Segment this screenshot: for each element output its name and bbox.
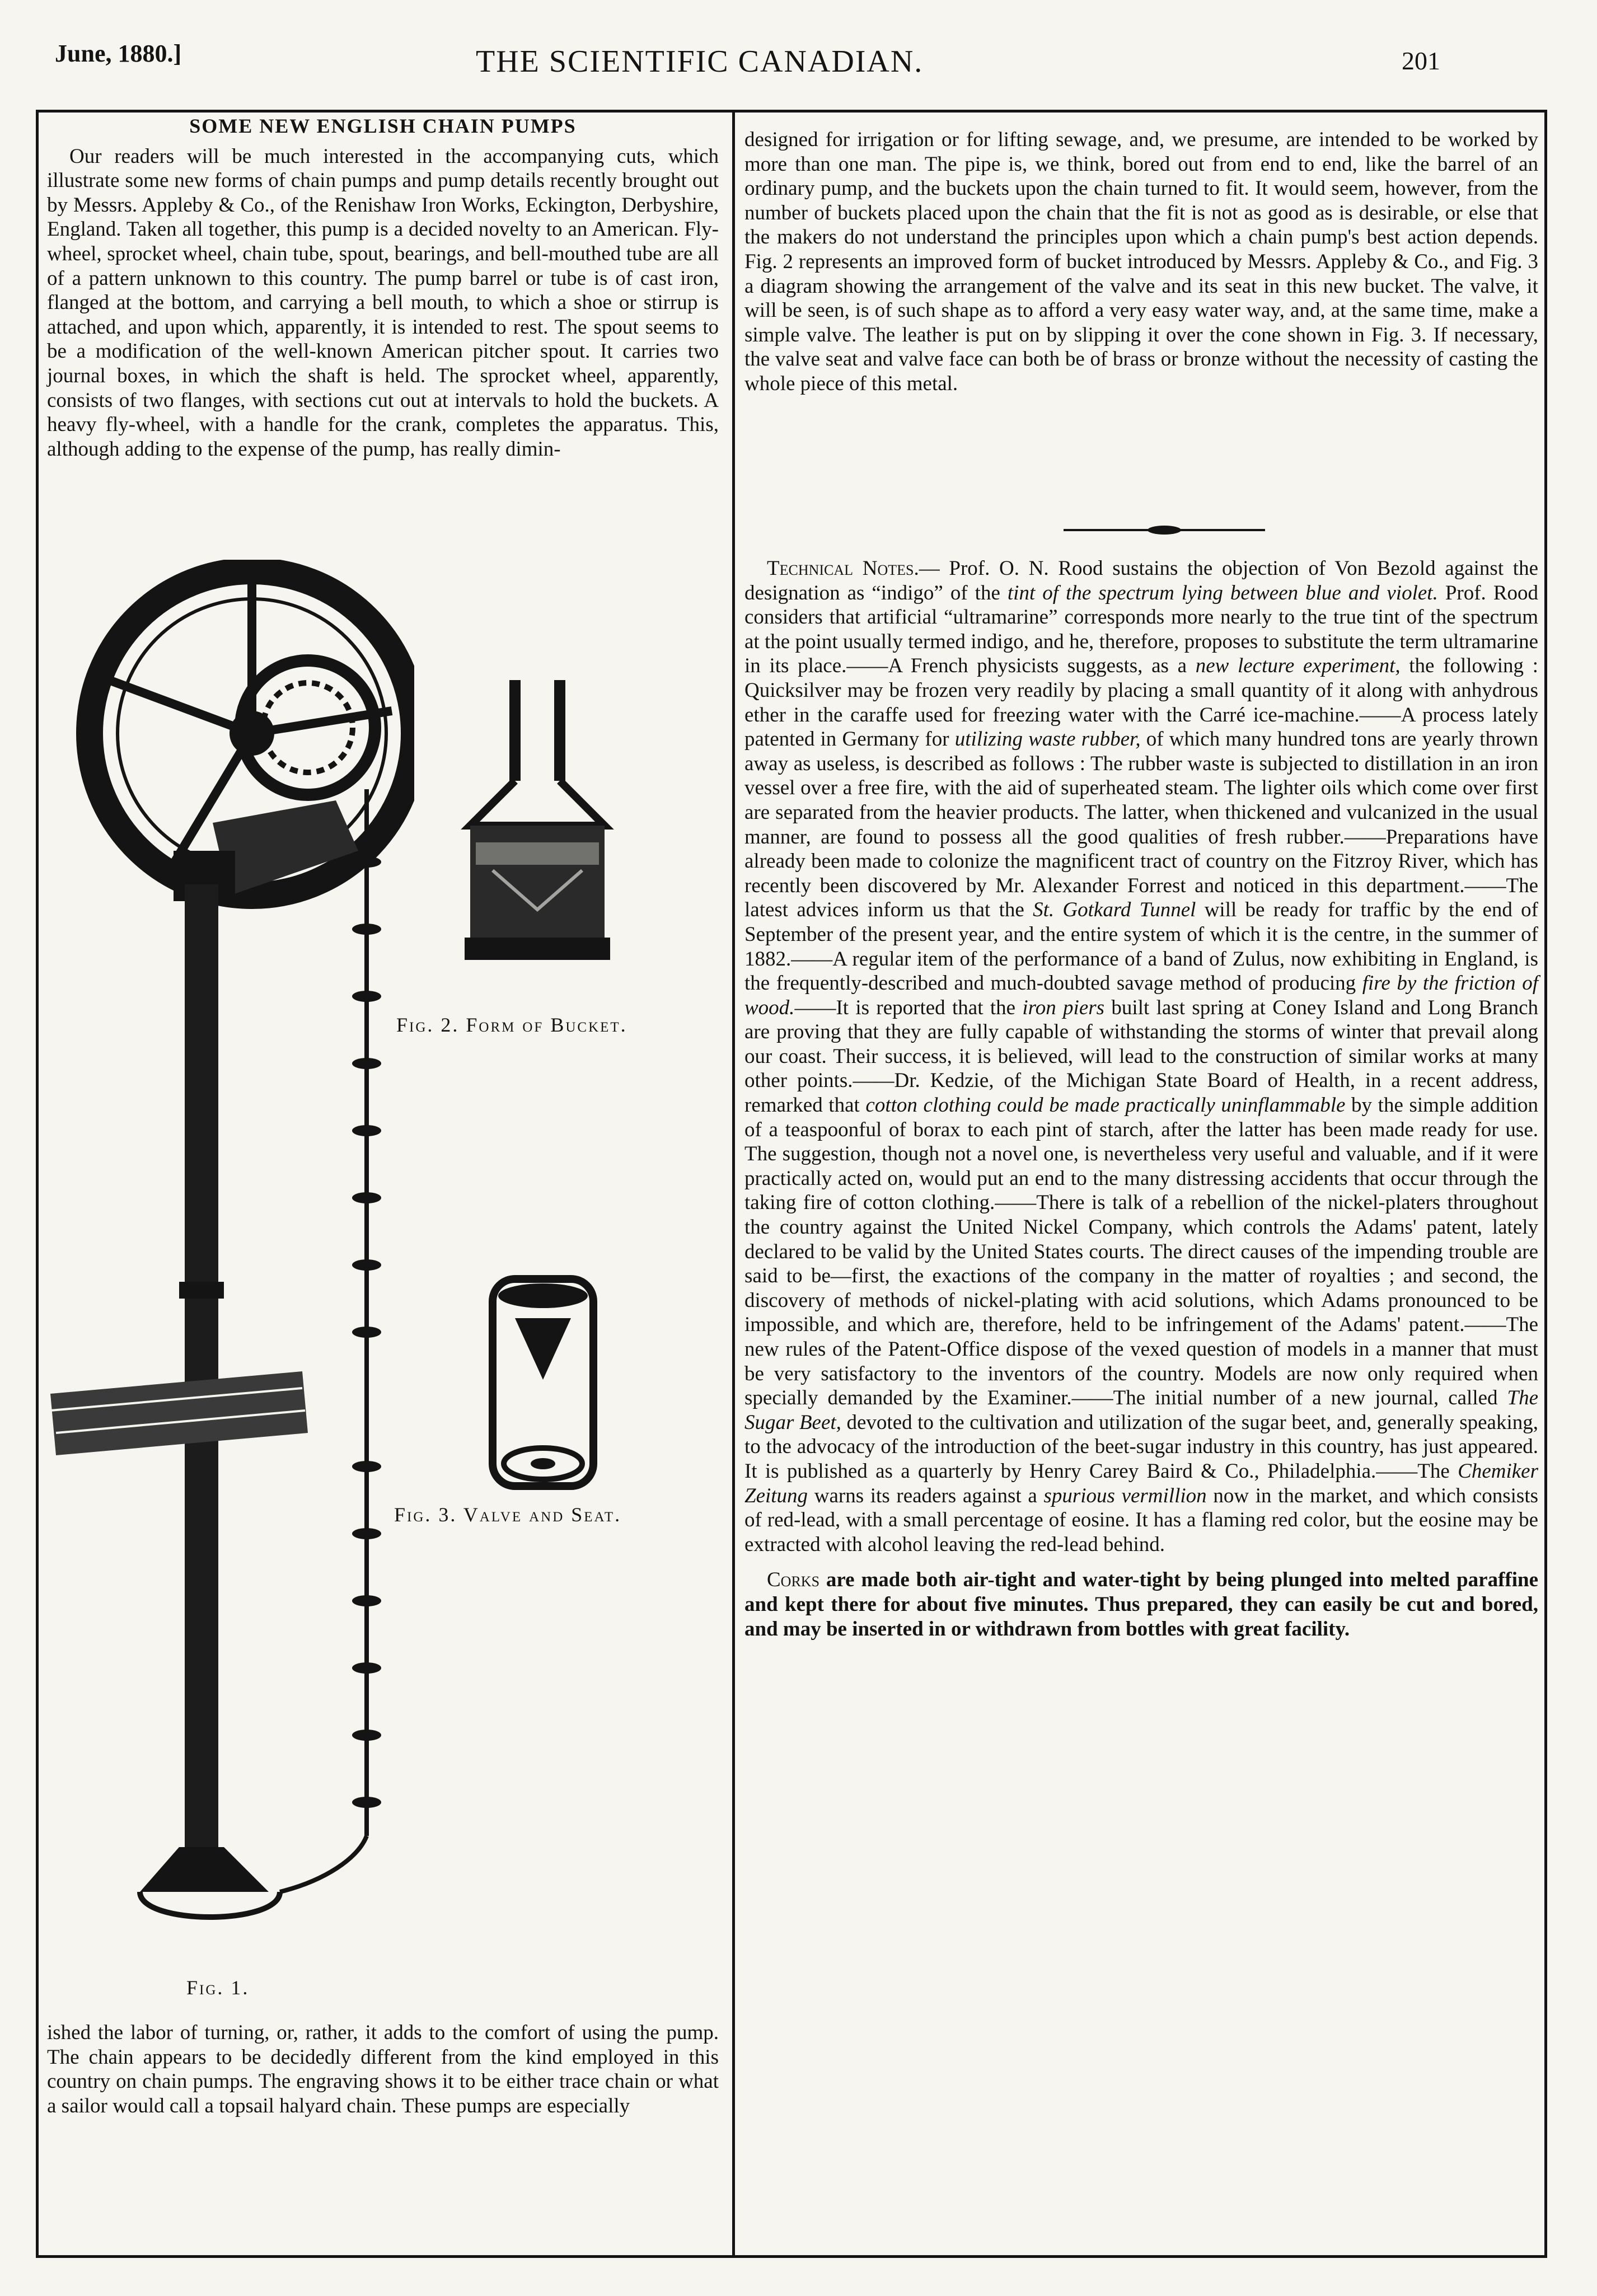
figure-3-valve-seat (487, 1273, 599, 1492)
chain-pump-illustration (45, 560, 414, 1925)
article-paragraph-3: designed for irrigation or for lifting sewage, and, we presume, are intended to be worked by more than one man. The pipe is, we think, bored out from end to end, like the barrel of an ordinary pump, and the buckets upon the chain turned to fit. It would seem, however, from the number of buckets placed upon the chain that the fit is not as good as is desirable, or else that the makers do not understand the principles upon which a chain pump's best action depends. Fig. 2 represents an improved form of bucket introduced by Messrs. Appleby & Co., and Fig. 3 a diagram showing the arrangement of the valve and its seat in this new bucket. The valve, it will be seen, is of such shape as to afford a very easy water way, and, at the same time, make a simple valve. The leather is put on by slipping it over the cone shown in Fig. 3. If necessary, the valve seat and valve face can both be of brass or bronze without the necessity of casting the whole piece of this metal. (744, 128, 1538, 395)
article-column-1-top (47, 114, 719, 461)
technical-notes-heading: Technical Notes. (767, 557, 919, 580)
article-paragraph-2: ished the labor of turning, or, rather, it adds to the comfort of using the pump. The chain appears to be decidedly different from the kind employed in this country on chain pumps. The engraving shows it to be either trace chain or what a sailor would call a topsail halyard chain. These pumps are especially (47, 2021, 719, 2117)
article-paragraph-1: Our readers will be much interested in the accompanying cuts, which illustrate some new forms of chain pumps and pump details recently brought out by Messrs. Appleby & Co., of the Renishaw Iron Works, Eckington, Derbyshire, England. Taken all together, this pump is a decided novelty to an American. Fly-wheel, sprocket wheel, chain tube, spout, bearings, and bell-mouthed tube are all of a pattern unknown to this country. The pump barrel or tube is of cast iron, flanged at the bottom, and carrying a bell mouth, to which a shoe or stirrup is attached, and upon which, apparently, it is intended to rest. The spout seems to be a modification of the well-known American pitcher spout. It carries two journal boxes, in which the shaft is held. The sprocket wheel, apparently, consists of two flanges, with sections cut out at intervals to hold the buckets. A heavy fly-wheel, with a handle for the crank, completes the apparatus. This, although adding to the expense of the pump, has really dimin- (47, 144, 719, 461)
article-title: SOME NEW ENGLISH CHAIN PUMPS (189, 115, 577, 137)
corks-paragraph: Corks are made both air-tight and water-tight by being plunged into melted paraffine and kept there for about five minutes. Thus prepared, they can easily be cut and bored, and may be inserted in or withdrawn from bottles with great facility. (744, 1568, 1538, 1641)
article-column-2 (744, 128, 1538, 396)
technical-notes-paragraph: Technical Notes.— Prof. O. N. Rood sustains the objection of Von Bezold against the designation as “indigo” of the tint of the spectrum lying between blue and violet. Prof. Rood considers that artificial “ultramarine” corresponds more nearly to the true tint of the spectrum at the point usually termed indigo, and he, therefore, proposes to substitute the term ultramarine in its place.——A French physicists suggests, as a new lecture experiment, the following : Quicksilver may be frozen very readily by placing a small quantity of it along with anhydrous ether in the caraffe used for freezing water with the Carré ice-machine.——A process lately patented in Germany for utilizing waste rubber, of which many hundred tons are yearly thrown away as useless, is described as follows : The rubber waste is subjected to distillation in an iron vessel over a free fire, with the aid of superheated steam. The lighter oils which come over first are separated from the heavier products. The latter, when thickened and vulcanized in the usual manner, are found to possess all the good qualities of fresh rubber.——Preparations have already been made to colonize the magnificent tract of country on the Fitzroy River, which has recently been discovered by Mr. Alexander Forrest and noticed in this department.——The latest advices inform us that the St. Gotkard Tunnel will be ready for traffic by the end of September of the present year, and the entire system of which it is the centre, in the summer of 1882.——A regular item of the performance of a band of Zulus, now exhibiting in England, is the frequently-described and much-doubted savage method of producing fire by the friction of wood.——It is reported that the iron piers built last spring at Coney Island and Long Branch are proving that they are fully capable of withstanding the storms of winter that prevail along our coast. Their success, it is believed, will lead to the construction of similar works at many other points.——Dr. Kedzie, of the Michigan State Board of Health, in a recent address, remarked that cotton clothing could be made practically uninflammable by the simple addition of a teaspoonful of borax to each pint of starch, after the latter has been made ready for use. The suggestion, though not a novel one, is nevertheless very useful and valuable, and if it were practically acted on, would put an end to the many distressing accidents that occur through the taking fire of cotton clothing.——There is talk of a rebellion of the nickel-platers throughout the country against the United Nickel Company, which controls the Adams' patent, lately declared to be valid by the United States courts. The direct causes of the impending trouble are said to be—first, the exactions of the company in the matter of royalties ; and second, the discovery of methods of nickel-plating with acid solutions, which Adams pronounced to be impossible, and which are, therefore, held to be infringement of the Adams' patent.——The new rules of the Patent-Office dispose of the vexed question of models in a manner that must be very satisfactory to the inventors of the country. Models are now only required when specially demanded by the Examiner.——The initial number of a new journal, called The Sugar Beet, devoted to the cultivation and utilization of the sugar beet, and, generally speaking, to the advocacy of the introduction of the beet-sugar industry in this country, has just appeared. It is published as a quarterly by Henry Carey Baird & Co., Philadelphia.——The Chemiker Zeitung warns its readers against a spurious vermillion now in the market, and which consists of red-lead, with a small percentage of eosine. It has a flaming red color, but the eosine may be extracted with alcohol leaving the red-lead behind. (744, 557, 1539, 1556)
page-number: 201 (1402, 46, 1440, 75)
bucket-illustration (453, 674, 621, 977)
section-separator (1064, 522, 1265, 538)
figure-2-caption: Fig. 2. Form of Bucket. (396, 1014, 627, 1036)
figure-2-bucket (453, 674, 621, 977)
separator-ornament-icon (1064, 522, 1265, 538)
article-column-1-bottom (47, 2021, 719, 2118)
corks-heading: Corks (767, 1568, 820, 1592)
figure-1-chain-pump (45, 560, 414, 1925)
column-divider (732, 110, 735, 2258)
technical-notes (744, 556, 1538, 1641)
valve-illustration (487, 1273, 599, 1492)
figure-3-caption: Fig. 3. Valve and Seat. (394, 1503, 622, 1526)
figure-1-caption: Fig. 1. (186, 1976, 250, 1999)
header-date: June, 1880.] (55, 40, 182, 67)
journal-title: THE SCIENTIFIC CANADIAN. (476, 44, 924, 79)
